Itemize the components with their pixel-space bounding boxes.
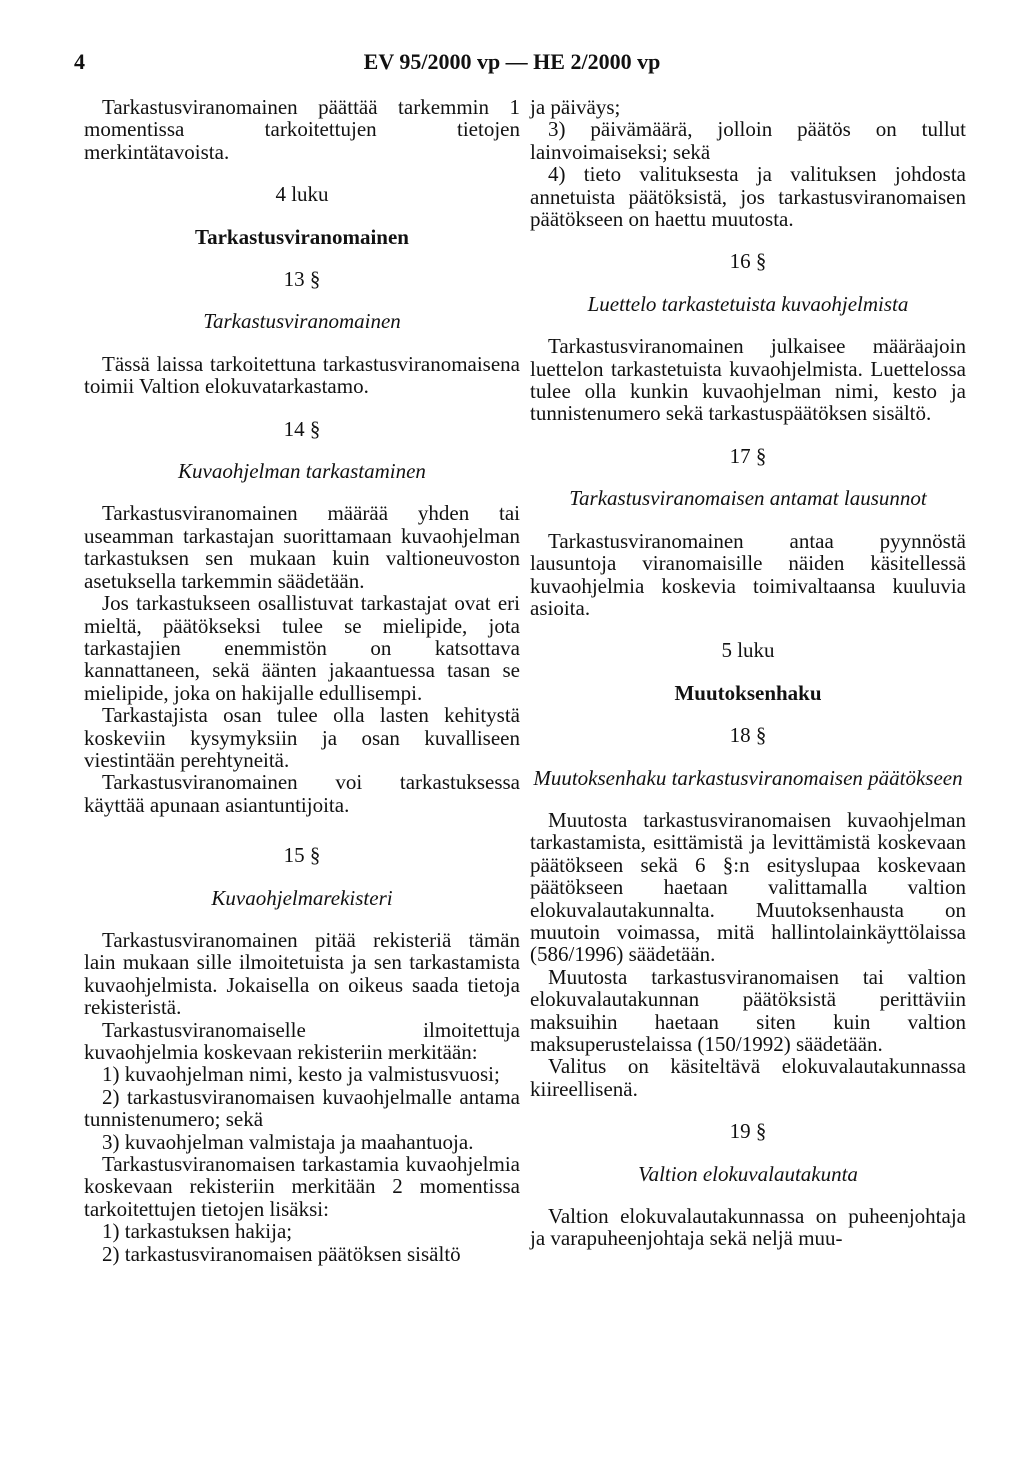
paragraph: Tarkastusviranomainen voi tarkastuksessa käyttää apunaan asiantuntijoita. bbox=[84, 770, 520, 817]
paragraph-continuation: ja päiväys; bbox=[530, 95, 621, 119]
page-number: 4 bbox=[74, 49, 85, 74]
list-item: 4) tieto valituksesta ja valituksen johdosta annetuista päätöksistä, jos tarkastusviranomaisen päätökseen on haettu muutosta. bbox=[530, 162, 966, 232]
right-column bbox=[530, 96, 966, 1250]
left-column bbox=[84, 96, 520, 1265]
section-number: 19 § bbox=[729, 1119, 767, 1144]
section-title: Tarkastusviranomainen bbox=[203, 309, 401, 334]
chapter-title: Muutoksenhaku bbox=[674, 680, 822, 705]
section-number: 18 § bbox=[729, 723, 767, 748]
list-item: 2) tarkastusviranomaisen päätöksen sisältö bbox=[102, 1241, 461, 1266]
paragraph: Tarkastusviranomainen antaa pyynnöstä lausuntoja viranomaisille näiden käsitellessä kuvaohjelmia koskevia toimivaltaansa kuuluvia asioita. bbox=[530, 528, 966, 620]
paragraph: Tarkastusviranomaiselle ilmoitettuja kuvaohjelmia koskevaan rekisteriin merkitään: bbox=[84, 1017, 520, 1064]
page-header bbox=[0, 44, 1024, 84]
list-item: 1) kuvaohjelman nimi, kesto ja valmistusvuosi; bbox=[102, 1062, 500, 1087]
list-item: 2) tarkastusviranomaisen kuvaohjelmalle antama tunnistenumero; sekä bbox=[84, 1084, 520, 1132]
paragraph: Muutosta tarkastusviranomaisen kuvaohjelman tarkastamista, esittämistä ja levittämistä koskevaan päätökseen sekä 6 §:n esityslupaa koskevaan päätökseen haetaan valittamalla valtion elokuvalautakunnalta. Muutoksenhausta on muutoin voimassa, mitä hallintolainkäyttölaissa (586/1996) säädetään. bbox=[530, 807, 966, 967]
paragraph: Tarkastusviranomainen päättää tarkemmin 1 momentissa tarkoitettujen tietojen merkintätavoista. bbox=[84, 95, 520, 164]
paragraph: Valitus on käsiteltävä elokuvalautakunnassa kiireellisenä. bbox=[530, 1054, 966, 1101]
running-title: EV 95/2000 vp — HE 2/2000 vp bbox=[363, 49, 661, 74]
section-title: Tarkastusviranomaisen antamat lausunnot bbox=[569, 486, 927, 511]
chapter-label: 4 luku bbox=[275, 182, 329, 207]
section-number: 15 § bbox=[283, 843, 321, 868]
section-title: Muutoksenhaku tarkastusviranomaisen päätökseen bbox=[533, 765, 963, 790]
paragraph: Tarkastusviranomainen julkaisee määräajoin luettelon tarkastetuista kuvaohjelmista. Luettelossa tulee olla kunkin kuvaohjelman nimi, kesto ja tunnistenumero sekä tarkastuspäätöksen sisältö. bbox=[530, 334, 966, 426]
section-title: Kuvaohjelmarekisteri bbox=[211, 885, 393, 910]
section-number: 14 § bbox=[283, 416, 321, 441]
section-number: 16 § bbox=[729, 249, 767, 274]
paragraph: Tarkastajista osan tulee olla lasten kehitystä koskeviin kysymyksiin ja osan kuvalliseen viestintään perehtyneitä. bbox=[84, 703, 520, 772]
chapter-label: 5 luku bbox=[721, 638, 775, 663]
paragraph: Tarkastusviranomainen pitää rekisteriä tämän lain mukaan sille ilmoitetuista ja sen tarkastamista kuvaohjelmista. Jokaisella on oikeus saada tietoja rekisteristä. bbox=[84, 927, 520, 1020]
paragraph: Muutosta tarkastusviranomaisen tai valtion elokuvalautakunnan päätöksistä perittäviin maksuihin haetaan siten kuin valtion maksuperustelaissa (150/1992) säädetään. bbox=[530, 964, 966, 1056]
section-number: 13 § bbox=[283, 267, 321, 292]
list-item: 1) tarkastuksen hakija; bbox=[102, 1219, 293, 1244]
paragraph: Tarkastusviranomaisen tarkastamia kuvaohjelmia koskevaan rekisteriin merkitään 2 momentissa tarkoitettujen tietojen lisäksi: bbox=[84, 1152, 520, 1221]
section-title: Kuvaohjelman tarkastaminen bbox=[178, 459, 426, 484]
list-item: 3) kuvaohjelman valmistaja ja maahantuoja. bbox=[102, 1129, 474, 1154]
section-title: Luettelo tarkastetuista kuvaohjelmista bbox=[587, 291, 909, 316]
chapter-title: Tarkastusviranomainen bbox=[195, 224, 409, 249]
paragraph: Jos tarkastukseen osallistuvat tarkastajat ovat eri mieltä, päätökseksi tulee se mielipide, jota tarkastajien enemmistön on katsottava kannattaneen, sekä äänten jakaantuessa tasan se mielipide, joka on hakijalle edullisempi. bbox=[84, 591, 520, 705]
list-item: 3) päivämäärä, jolloin päätös on tullut lainvoimaiseksi; sekä bbox=[530, 117, 966, 164]
paragraph: Valtion elokuvalautakunnassa on puheenjohtaja ja varapuheenjohtaja sekä neljä muu- bbox=[530, 1204, 966, 1251]
paragraph: Tarkastusviranomainen määrää yhden tai useamman tarkastajan suorittamaan kuvaohjelman tarkastuksen sen mukaan kuin valtioneuvoston asetuksella tarkemmin säädetään. bbox=[84, 501, 520, 593]
section-title: Valtion elokuvalautakunta bbox=[638, 1161, 858, 1186]
paragraph: Tässä laissa tarkoitettuna tarkastusviranomaisena toimii Valtion elokuvatarkastamo. bbox=[84, 351, 520, 399]
section-number: 17 § bbox=[729, 443, 767, 468]
